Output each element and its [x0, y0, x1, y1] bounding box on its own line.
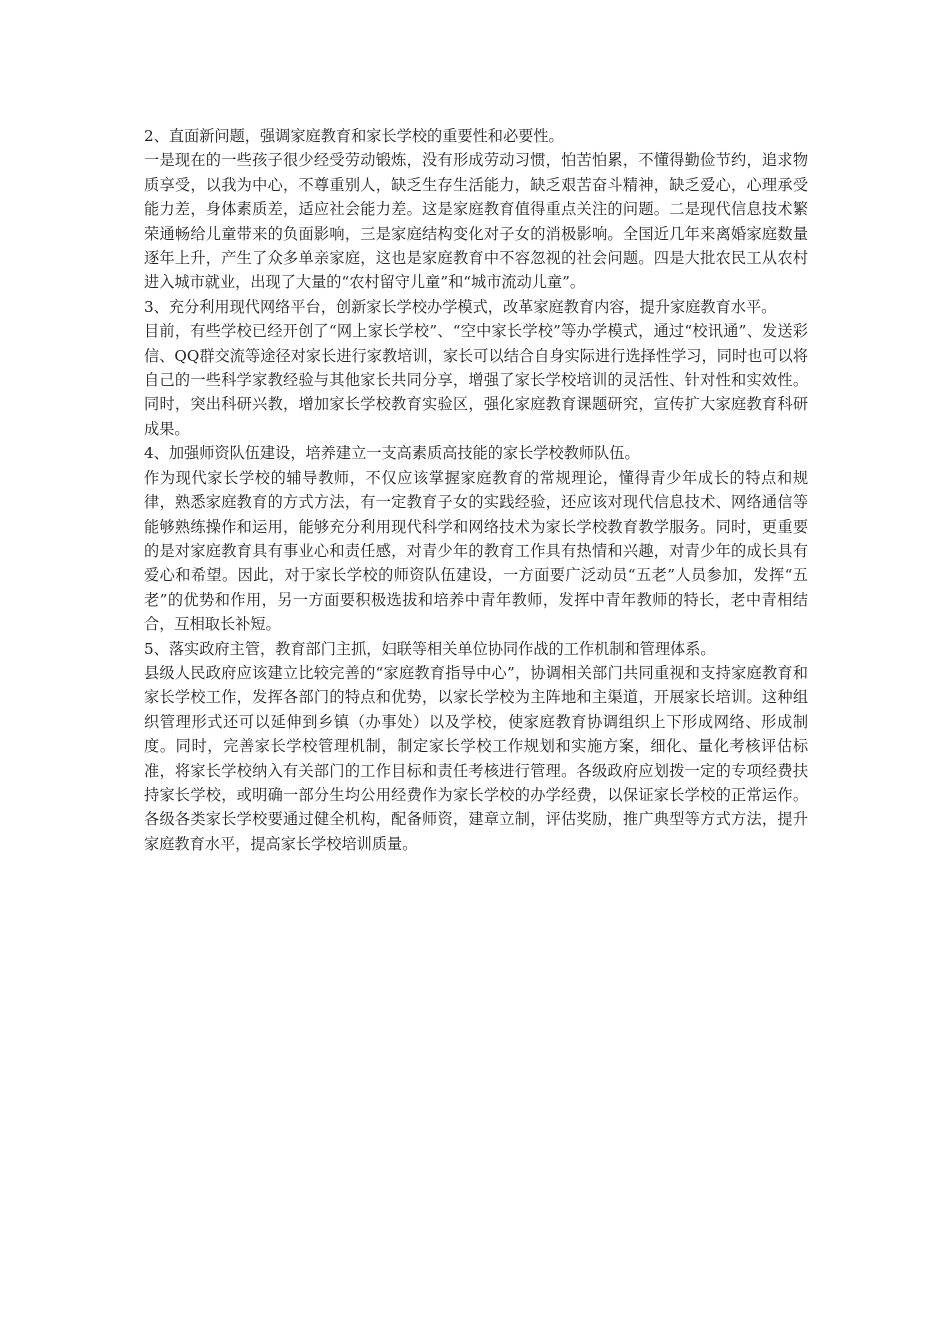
section-3-body: 目前，有些学校已经开创了“网上家长学校”、“空中家长学校”等办学模式，通过“校讯通”、发送彩信、QQ群交流等途径对家长进行家教培训，家长可以结合自身实际进行选择性学习，同时也可以将自己的一些科学家教经验与其他家长共同分享，增强了家长学校培训的灵活性、针对性和实效性。同时，突出科研兴教，增加家长学校教育实验区，强化家庭教育课题研究，宣传扩大家庭教育科研成果。 — [144, 322, 808, 438]
section-3-heading: 3、充分利用现代网络平台，创新家长学校办学模式，改革家庭教育内容，提升家庭教育水平。 — [144, 297, 777, 316]
section-5-body: 县级人民政府应该建立比较完善的“家庭教育指导中心”，协调相关部门共同重视和支持家庭教育和家长学校工作，发挥各部门的特点和优势，以家长学校为主阵地和主渠道，开展家长培训。这种组织管理形式还可以延伸到乡镇（办事处）以及学校，使家庭教育协调组织上下形成网络、形成制度。同时，完善家长学校管理机制，制定家长学校工作规划和实施方案，细化、量化考核评估标准，将家长学校纳入有关部门的工作目标和责任考核进行管理。各级政府应划拨一定的专项经费扶持家长学校，或明确一部分生均公用经费作为家长学校的办学经费，以保证家长学校的正常运作。各级各类家长学校要通过健全机构，配备师资，建章立制，评估奖励，推广典型等方式方法，提升家庭教育水平，提高家长学校培训质量。 — [144, 663, 808, 853]
section-2-heading: 2、直面新问题，强调家庭教育和家长学校的重要性和必要性。 — [144, 127, 564, 145]
section-4-body: 作为现代家长学校的辅导教师，不仅应该掌握家庭教育的常规理论，懂得青少年成长的特点和规律，熟悉家庭教育的方式方法，有一定教育子女的实践经验，还应该对现代信息技术、网络通信等能够熟练操作和运用，能够充分利用现代科学和网络技术为家长学校教育教学服务。同时，更重要的是对家庭教育具有事业心和责任感，对青少年的教育工作具有热情和兴趣，对青少年的成长具有爱心和希望。因此，对于家长学校的师资队伍建设，一方面要广泛动员“五老”人员参加，发挥“五老”的优势和作用，另一方面要积极选拔和培养中青年教师，发挥中青年教师的特长，老中青相结合，互相取长补短。 — [144, 468, 808, 634]
section-2-body: 一是现在的一些孩子很少经受劳动锻炼，没有形成劳动习惯，怕苦怕累，不懂得勤俭节约，追求物质享受，以我为中心，不尊重别人，缺乏生存生活能力，缺乏艰苦奋斗精神，缺乏爱心，心理承受能力差，身体素质差，适应社会能力差。这是家庭教育值得重点关注的问题。二是现代信息技术繁荣通畅给儿童带来的负面影响，三是家庭结构变化对子女的消极影响。全国近几年来离婚家庭数量逐年上升，产生了众多单亲家庭，这也是家庭教育中不容忽视的社会问题。四是大批农民工从农村进入城市就业，出现了大量的“农村留守儿童”和“城市流动儿童”。 — [144, 151, 808, 292]
section-5-heading: 5、落实政府主管，教育部门主抓，妇联等相关单位协同作战的工作机制和管理体系。 — [144, 639, 716, 658]
section-4-heading: 4、加强师资队伍建设，培养建立一支高素质高技能的家长学校教师队伍。 — [144, 444, 640, 463]
document-page — [144, 124, 808, 856]
